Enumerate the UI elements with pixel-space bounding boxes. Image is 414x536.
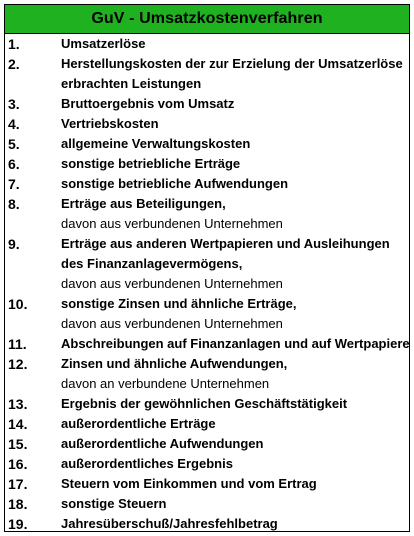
item-text <box>61 234 409 294</box>
item-text <box>61 54 409 94</box>
item-label: sonstige Zinsen und ähnliche Erträge, <box>61 296 297 311</box>
item-label: Jahresüberschuß/Jahresfehlbetrag <box>61 516 278 531</box>
item-text <box>61 94 409 114</box>
table-title: GuV - Umsatzkostenverfahren <box>5 5 409 34</box>
item-label: Abschreibungen auf Finanzanlagen und auf Wertpapiere <box>61 336 410 351</box>
list-item <box>5 194 409 234</box>
list-item <box>5 454 409 474</box>
item-label: außerordentliche Aufwendungen <box>61 436 264 451</box>
item-text <box>61 474 409 494</box>
item-number: 7. <box>8 176 20 192</box>
item-text <box>61 34 409 54</box>
item-number: 15. <box>8 436 28 452</box>
item-number: 2. <box>8 56 20 72</box>
item-label: erbrachten Leistungen <box>61 76 202 91</box>
item-number: 14. <box>8 416 28 432</box>
item-label: außerordentliches Ergebnis <box>61 456 233 471</box>
item-label: Herstellungskosten der zur Erzielung der Umsatzerlöse <box>61 56 403 71</box>
item-number: 18. <box>8 496 28 512</box>
item-sub-label: davon aus verbundenen Unternehmen <box>61 316 283 331</box>
item-text <box>61 394 409 414</box>
list-item <box>5 494 409 514</box>
list-item <box>5 154 409 174</box>
list-item <box>5 394 409 414</box>
item-label: sonstige betriebliche Aufwendungen <box>61 176 289 191</box>
item-label: außerordentliche Erträge <box>61 416 216 431</box>
list-item <box>5 414 409 434</box>
item-label: Umsatzerlöse <box>61 36 146 51</box>
item-label: Vertriebskosten <box>61 116 159 131</box>
item-text <box>61 434 409 454</box>
item-sub-label: davon aus verbundenen Unternehmen <box>61 216 283 231</box>
item-label: des Finanzanlagevermögens, <box>61 256 243 271</box>
item-text <box>61 414 409 434</box>
list-item <box>5 174 409 194</box>
list-item <box>5 134 409 154</box>
item-label: Erträge aus Beteiligungen, <box>61 196 226 211</box>
item-number: 8. <box>8 196 20 212</box>
list-item <box>5 234 409 294</box>
list-item <box>5 114 409 134</box>
item-number: 9. <box>8 236 20 252</box>
item-text <box>61 114 409 134</box>
list-item <box>5 54 409 94</box>
item-label: Steuern vom Einkommen und vom Ertrag <box>61 476 317 491</box>
item-number: 5. <box>8 136 20 152</box>
list-item <box>5 354 409 394</box>
list-item <box>5 434 409 454</box>
item-number: 17. <box>8 476 28 492</box>
item-text <box>61 354 409 394</box>
item-number: 12. <box>8 356 28 372</box>
item-label: sonstige Steuern <box>61 496 167 511</box>
item-text <box>61 514 409 534</box>
item-text <box>61 294 409 334</box>
item-label: Zinsen und ähnliche Aufwendungen, <box>61 356 288 371</box>
list-item <box>5 334 409 354</box>
item-text <box>61 154 409 174</box>
guv-table <box>4 4 410 532</box>
item-number: 1. <box>8 36 20 52</box>
item-number: 3. <box>8 96 20 112</box>
item-label: Erträge aus anderen Wertpapieren und Ausleihungen <box>61 236 390 251</box>
item-label: allgemeine Verwaltungskosten <box>61 136 251 151</box>
item-text <box>61 194 409 234</box>
list-item <box>5 294 409 334</box>
item-text <box>61 494 409 514</box>
item-number: 11. <box>8 336 27 352</box>
item-number: 16. <box>8 456 28 472</box>
item-text <box>61 454 409 474</box>
item-number: 13. <box>8 396 28 412</box>
list-item <box>5 94 409 114</box>
item-label: sonstige betriebliche Erträge <box>61 156 241 171</box>
item-label: Ergebnis der gewöhnlichen Geschäftstätigkeit <box>61 396 348 411</box>
item-text <box>61 174 409 194</box>
list-item <box>5 514 409 534</box>
item-sub-label: davon aus verbundenen Unternehmen <box>61 276 283 291</box>
list-item <box>5 474 409 494</box>
item-text <box>61 334 410 354</box>
item-list <box>5 34 409 534</box>
list-item <box>5 34 409 54</box>
item-number: 19. <box>8 516 28 532</box>
item-number: 4. <box>8 116 20 132</box>
item-text <box>61 134 409 154</box>
item-number: 10. <box>8 296 28 312</box>
item-label: Bruttoergebnis vom Umsatz <box>61 96 235 111</box>
item-number: 6. <box>8 156 20 172</box>
item-sub-label: davon an verbundene Unternehmen <box>61 376 270 391</box>
